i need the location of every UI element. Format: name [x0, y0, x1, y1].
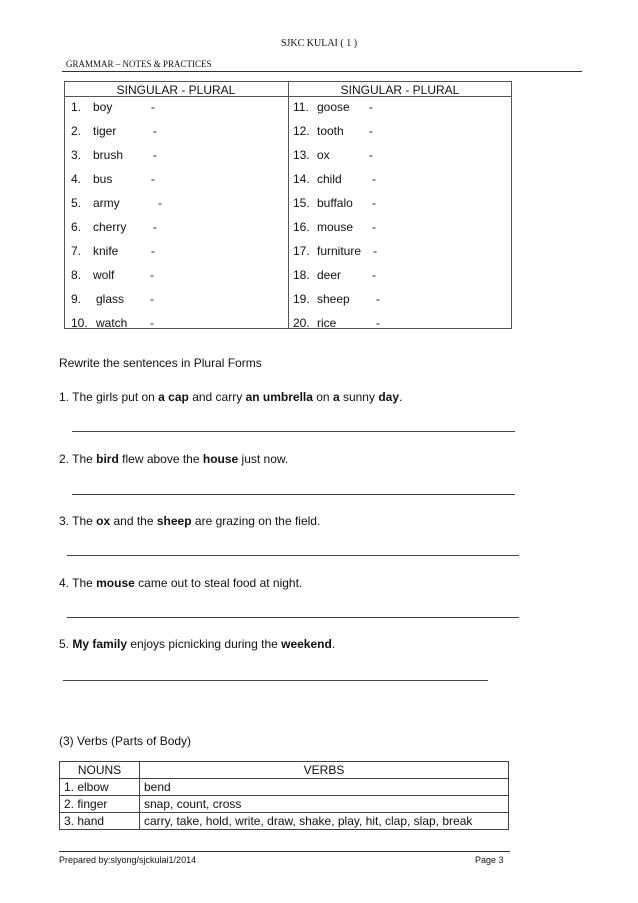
item-number: 13.: [293, 148, 310, 162]
item-number: 10.: [71, 316, 88, 330]
answer-dash: -: [153, 148, 157, 162]
item-number: 14.: [293, 172, 310, 186]
answer-dash: -: [372, 220, 376, 234]
header-rule: [62, 71, 582, 72]
singular-word: furniture: [317, 244, 362, 258]
singular-word: ox: [317, 148, 330, 162]
singular-word: rice: [317, 316, 337, 330]
answer-dash: -: [151, 100, 155, 114]
sentence-2: 2. The bird flew above the house just now.: [59, 452, 289, 466]
noun-cell: 1. elbow: [60, 779, 140, 796]
answer-dash: -: [376, 292, 380, 306]
item-number: 3.: [71, 148, 82, 162]
school-header: SJKC KULAI ( 1 ): [280, 38, 358, 49]
table-header-right: SINGULAR - PLURAL: [340, 83, 460, 97]
item-number: 18.: [293, 268, 310, 282]
answer-dash: -: [150, 268, 154, 282]
verbs-section-title: (3) Verbs (Parts of Body): [59, 734, 192, 748]
nouns-header: NOUNS: [60, 762, 140, 779]
answer-dash: -: [372, 268, 376, 282]
footer-rule: [59, 851, 510, 852]
table-row: [60, 796, 509, 813]
section-subtitle: GRAMMAR – NOTES & PRACTICES: [66, 59, 212, 69]
singular-word: wolf: [93, 268, 115, 282]
singular-word: tooth: [317, 124, 344, 138]
verbs-cell: bend: [140, 779, 509, 796]
noun-cell: 2. finger: [60, 796, 140, 813]
singular-word: bus: [93, 172, 113, 186]
singular-word: cherry: [93, 220, 127, 234]
answer-dash: -: [150, 316, 154, 330]
item-number: 9.: [71, 292, 82, 306]
singular-word: knife: [93, 244, 119, 258]
table-header-row: [60, 762, 509, 779]
answer-dash: -: [372, 196, 376, 210]
item-number: 1.: [71, 100, 82, 114]
verbs-header: VERBS: [140, 762, 509, 779]
singular-word: child: [317, 172, 342, 186]
sentence-1: 1. The girls put on a cap and carry an umbrella on a sunny day.: [59, 390, 403, 404]
singular-word: buffalo: [317, 196, 353, 210]
answer-dash: -: [372, 172, 376, 186]
singular-word: army: [93, 196, 120, 210]
answer-dash: -: [153, 220, 157, 234]
item-number: 2.: [71, 124, 82, 138]
answer-dash: -: [150, 292, 154, 306]
answer-line-4[interactable]: [67, 617, 519, 618]
item-number: 11.: [293, 100, 309, 114]
singular-word: goose: [317, 100, 350, 114]
answer-dash: -: [151, 172, 155, 186]
singular-word: mouse: [317, 220, 354, 234]
item-number: 17.: [293, 244, 310, 258]
sentence-3: 3. The ox and the sheep are grazing on the field.: [59, 514, 321, 528]
item-number: 7.: [71, 244, 82, 258]
footer-prepared-by: Prepared by:slyong/sjckulai1/2014: [59, 855, 197, 865]
answer-dash: -: [158, 196, 162, 210]
item-number: 8.: [71, 268, 82, 282]
answer-dash: -: [373, 244, 377, 258]
singular-word: tiger: [93, 124, 117, 138]
singular-word: glass: [96, 292, 125, 306]
item-number: 4.: [71, 172, 82, 186]
noun-cell: 3. hand: [60, 813, 140, 830]
item-number: 15.: [293, 196, 310, 210]
answer-dash: -: [369, 100, 373, 114]
sentence-4: 4. The mouse came out to steal food at night.: [59, 576, 303, 590]
answer-dash: -: [376, 316, 380, 330]
singular-word: sheep: [317, 292, 350, 306]
item-number: 12.: [293, 124, 310, 138]
verbs-cell: snap, count, cross: [140, 796, 509, 813]
answer-line-3[interactable]: [67, 555, 519, 556]
singular-word: boy: [93, 100, 113, 114]
item-number: 16.: [293, 220, 310, 234]
item-number: 20.: [293, 316, 310, 330]
page-number: Page 3: [475, 855, 504, 865]
table-row: [60, 813, 509, 830]
item-number: 6.: [71, 220, 82, 234]
singular-word: brush: [93, 148, 124, 162]
singular-word: deer: [317, 268, 342, 282]
table-row: [60, 779, 509, 796]
answer-dash: -: [369, 124, 373, 138]
verbs-table: [59, 761, 509, 830]
table-column-divider: [288, 81, 289, 329]
singular-word: watch: [96, 316, 128, 330]
item-number: 5.: [71, 196, 82, 210]
table-header-left: SINGULAR - PLURAL: [116, 83, 236, 97]
answer-dash: -: [369, 148, 373, 162]
answer-dash: -: [153, 124, 157, 138]
verbs-cell: carry, take, hold, write, draw, shake, play, hit, clap, slap, break: [140, 813, 509, 830]
rewrite-instruction: Rewrite the sentences in Plural Forms: [59, 356, 262, 370]
sentence-5: 5. My family enjoys picnicking during the weekend.: [59, 637, 336, 651]
answer-line-1[interactable]: [72, 431, 515, 432]
answer-dash: -: [151, 244, 155, 258]
answer-line-2[interactable]: [72, 494, 515, 495]
answer-line-5[interactable]: [63, 680, 488, 681]
item-number: 19.: [293, 292, 310, 306]
